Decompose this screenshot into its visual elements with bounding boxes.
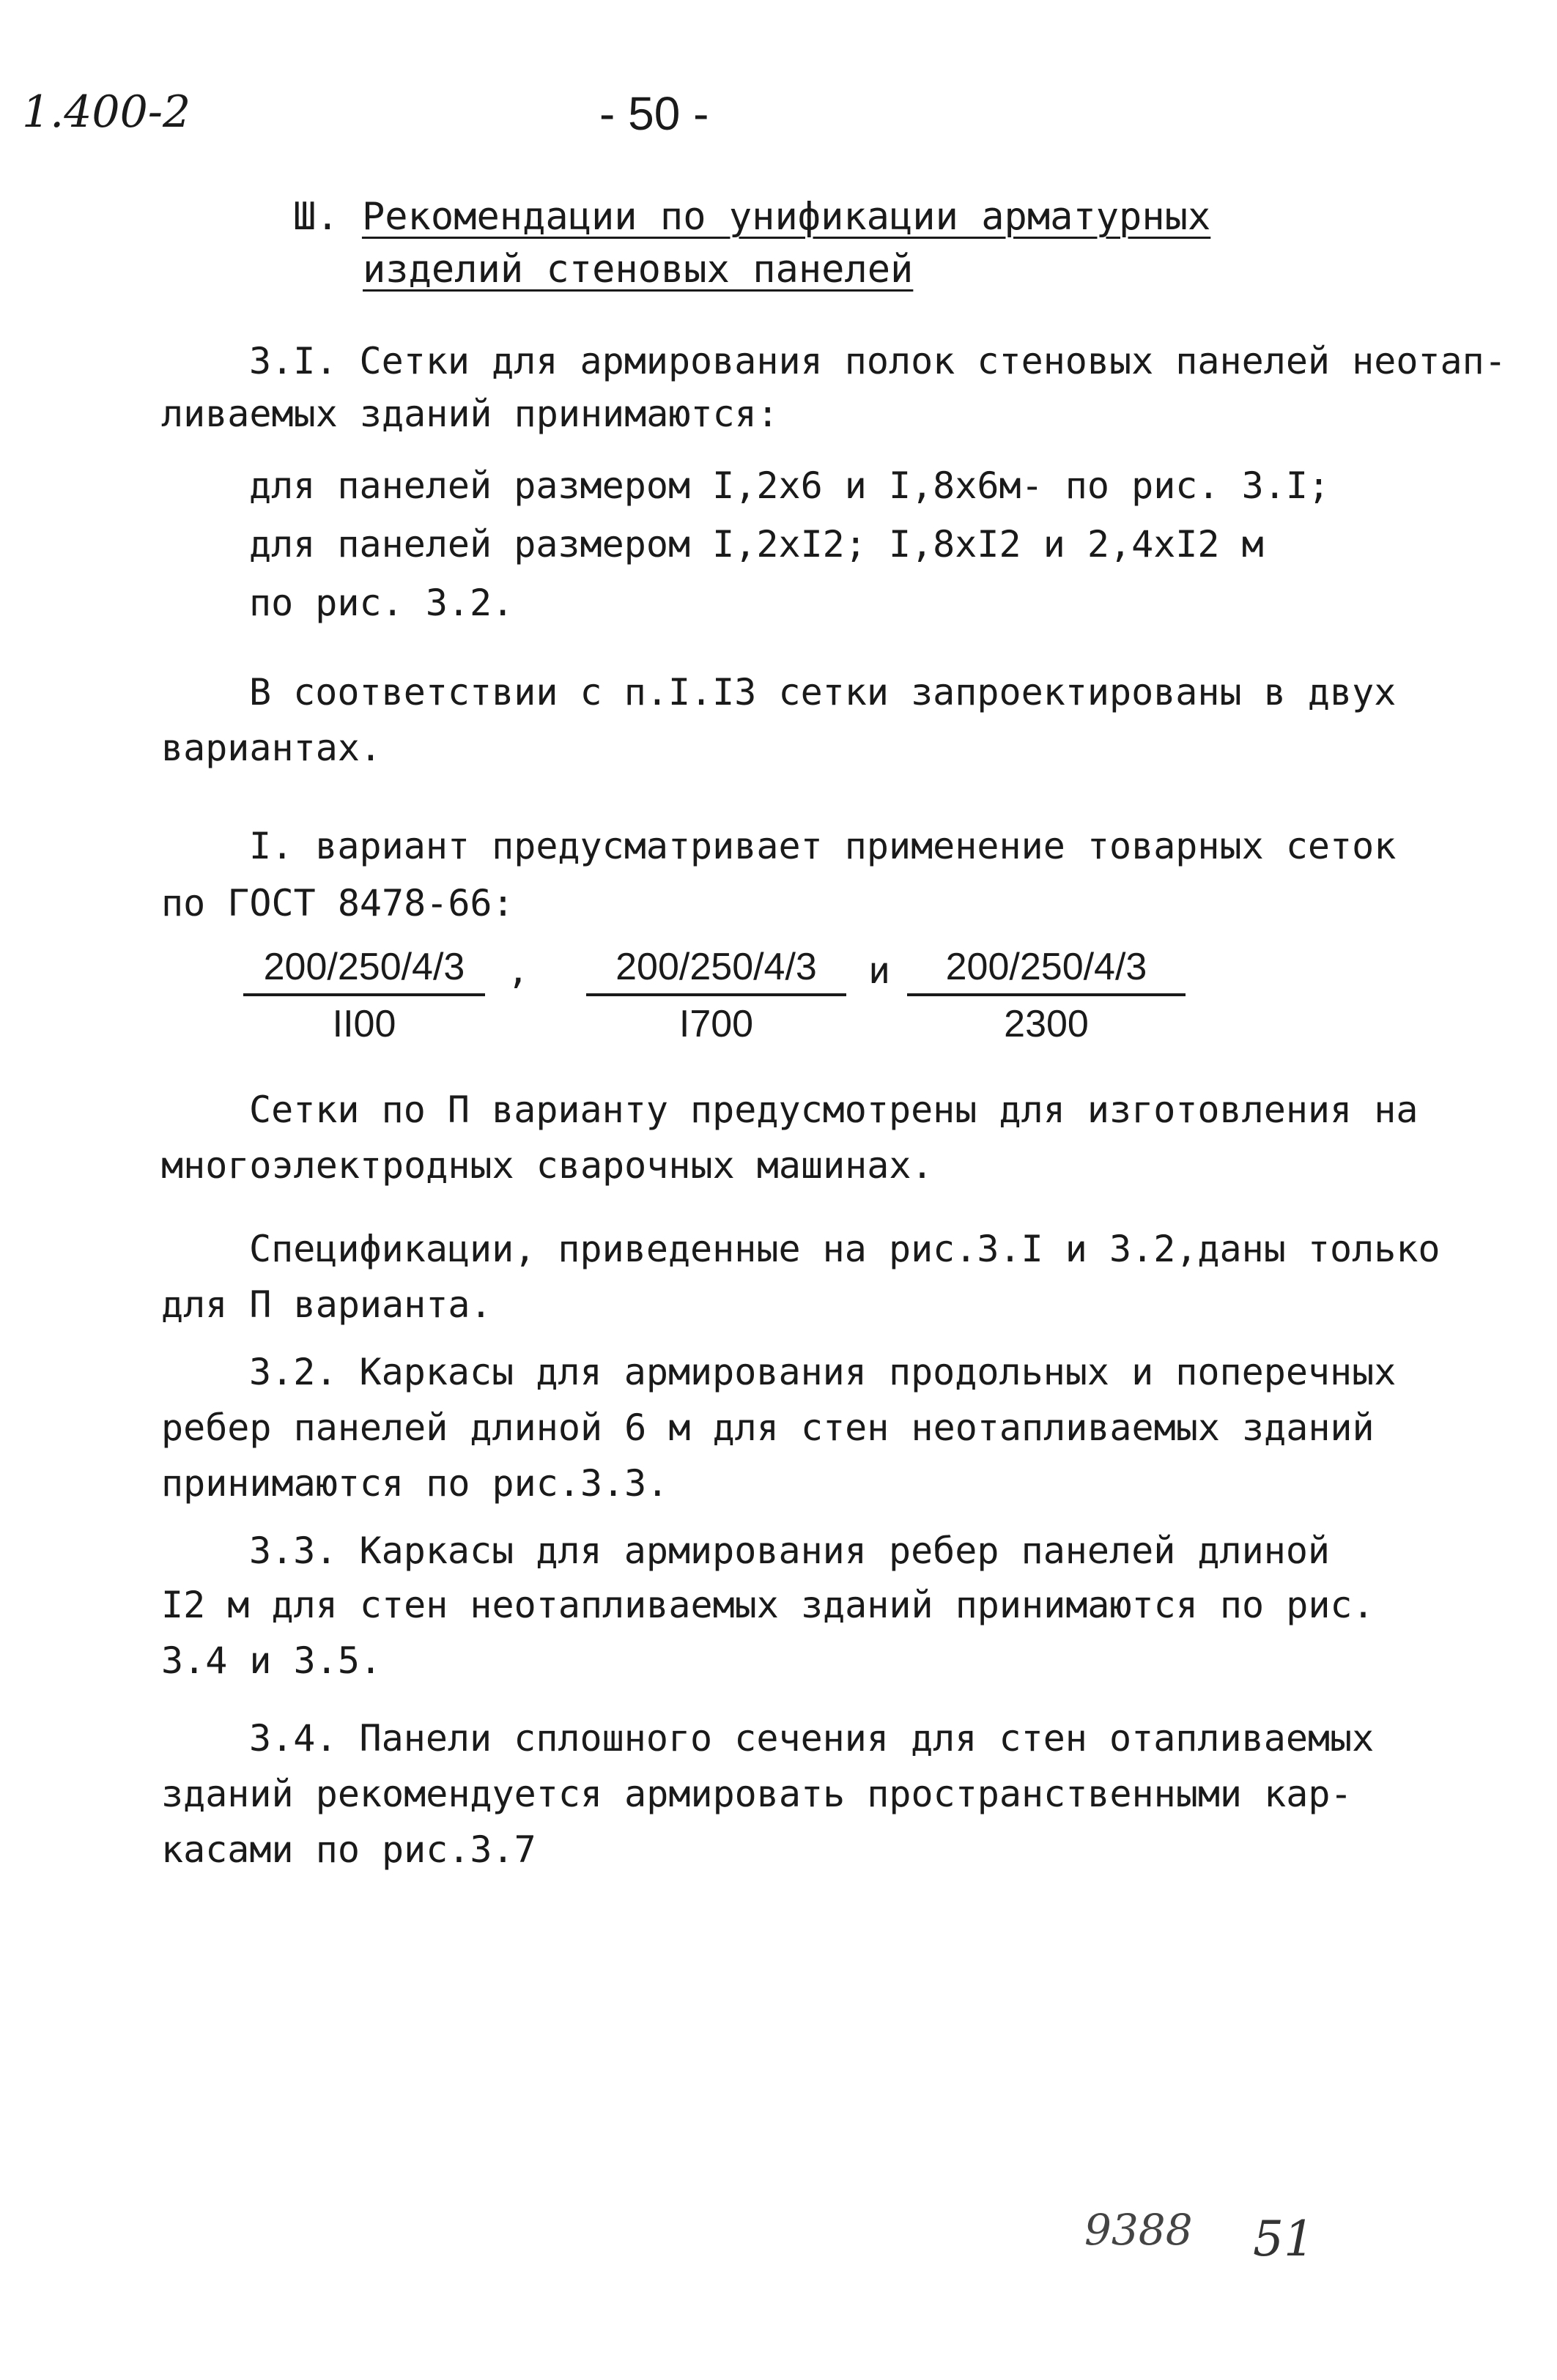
variant1-line1: I. вариант предусматривает применение товарных сеток [249, 825, 1397, 867]
p31-item2-line2: по рис. 3.2. [249, 582, 514, 624]
p31-line1: 3.I. Сетки для армирования полок стеновых панелей неотап- [249, 340, 1506, 382]
variants-line2: вариантах. [161, 727, 382, 769]
p31-item1: для панелей размером I,2х6 и I,8х6м- по рис. 3.I; [249, 464, 1331, 507]
p34-line1: 3.4. Панели сплошного сечения для стен отапливаемых [249, 1717, 1375, 1760]
mesh-numerator-2: 200/250/4/3 [586, 945, 846, 996]
variant2-line2: многоэлектродных сварочных машинах. [161, 1144, 933, 1187]
sheet-number: 51 [1253, 2211, 1314, 2267]
mesh-separator-comma: , [507, 949, 530, 992]
p33-line2: I2 м для стен неотапливаемых зданий принимаются по рис. [161, 1584, 1375, 1626]
spec-line2: для П варианта. [161, 1283, 492, 1326]
p34-line2: зданий рекомендуется армировать пространственными кар- [161, 1773, 1353, 1815]
archive-number: 9388 [1084, 2205, 1193, 2255]
mesh-numerator-3: 200/250/4/3 [907, 945, 1186, 996]
page-number: - 50 - [599, 87, 709, 140]
p32-line3: принимаются по рис.3.3. [161, 1462, 669, 1505]
variant2-line1: Сетки по П варианту предусмотрены для изготовления на [249, 1089, 1419, 1131]
mesh-denominator-2: I700 [678, 1003, 754, 1045]
variants-line1: В соответствии с п.I.I3 сетки запроектированы в двух [249, 671, 1397, 713]
p32-line1: 3.2. Каркасы для армирования продольных и поперечных [249, 1351, 1397, 1393]
mesh-numerator-1: 200/250/4/3 [243, 945, 485, 996]
section-title-line2: изделий стеновых панелей [363, 248, 914, 292]
mesh-fraction-3 [907, 945, 1186, 1046]
mesh-denominator-1: II00 [332, 1003, 396, 1045]
spec-line1: Спецификации, приведенные на рис.3.I и 3.2,даны только [249, 1228, 1440, 1270]
p31-item2-line1: для панелей размером I,2хI2; I,8хI2 и 2,4хI2 м [249, 523, 1264, 566]
p32-line2: ребер панелей длиной 6 м для стен неотапливаемых зданий [161, 1406, 1375, 1449]
p33-line3: 3.4 и 3.5. [161, 1639, 382, 1682]
section-number: Ш. [293, 195, 339, 239]
mesh-fraction-2 [586, 945, 846, 1046]
mesh-fraction-1 [243, 945, 485, 1046]
section-title-text: Рекомендации по унификации арматурных [361, 195, 1211, 239]
doc-code: 1.400-2 [22, 86, 191, 138]
mesh-separator-and: и [868, 949, 891, 992]
variant1-line2: по ГОСТ 8478-66: [161, 882, 514, 924]
p33-line1: 3.3. Каркасы для армирования ребер панелей длиной [249, 1530, 1331, 1572]
p34-line3: касами по рис.3.7 [161, 1828, 536, 1871]
p31-line2: ливаемых зданий принимаются: [161, 393, 779, 435]
mesh-denominator-3: 2300 [1004, 1003, 1089, 1045]
section-title-line1 [293, 195, 1211, 239]
